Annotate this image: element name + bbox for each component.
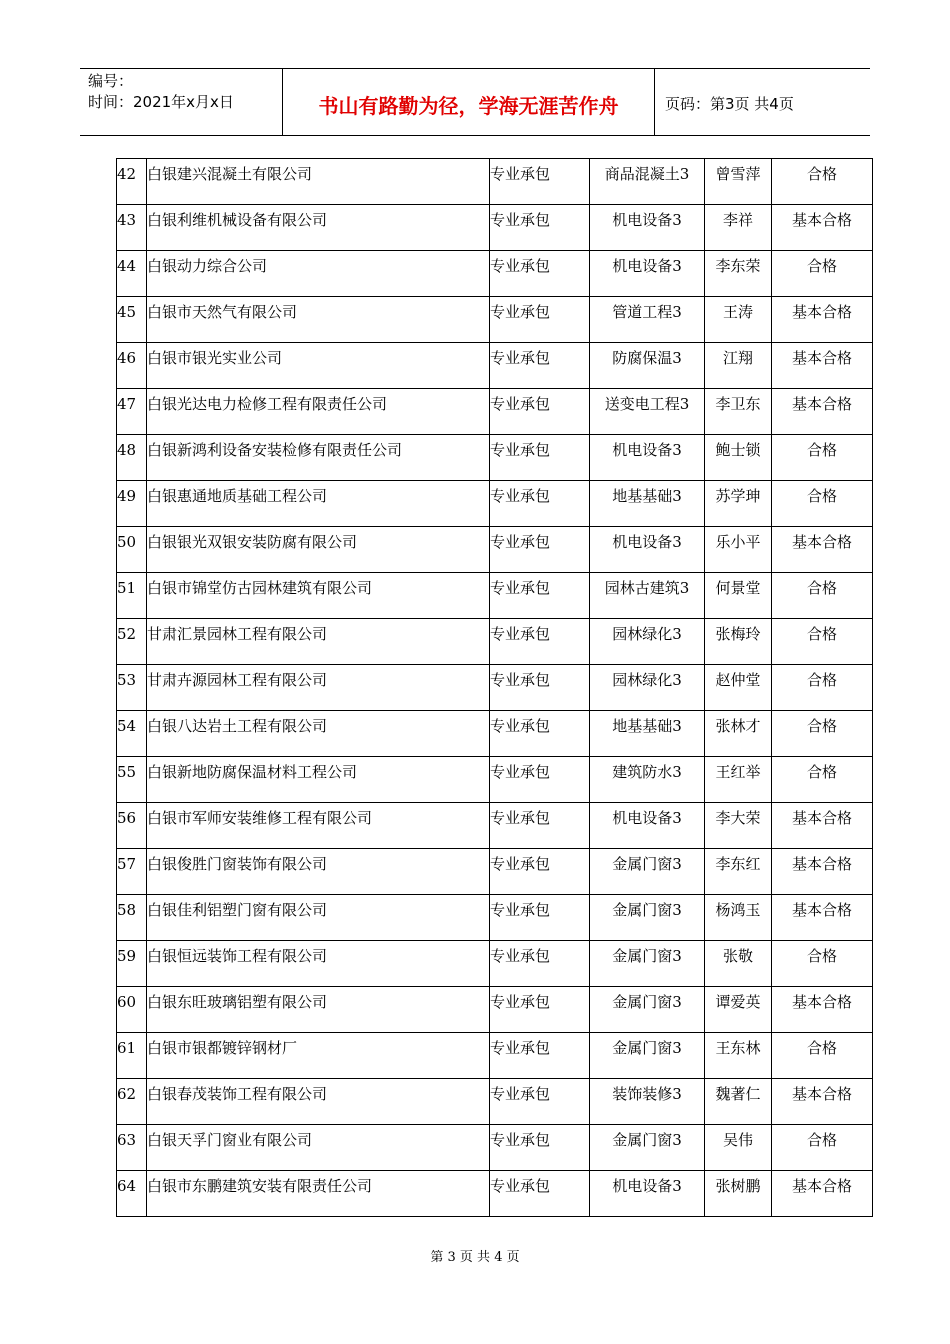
table-row [117,757,873,803]
contract-type-cell: 专业承包 [490,803,590,849]
responsible-person-cell: 吴伟 [705,1125,772,1171]
assessment-result-cell: 基本合格 [772,849,873,895]
row-number-cell: 46 [117,343,147,389]
table-row [117,527,873,573]
table-row [117,251,873,297]
company-name-cell: 白银市锦堂仿古园林建筑有限公司 [147,573,490,619]
assessment-result-cell: 基本合格 [772,1171,873,1217]
company-name-cell: 白银天孚门窗业有限公司 [147,1125,490,1171]
qualification-cell: 商品混凝土3 [590,159,705,205]
table-row [117,343,873,389]
assessment-result-cell: 基本合格 [772,343,873,389]
company-name-cell: 白银惠通地质基础工程公司 [147,481,490,527]
qualification-cell: 送变电工程3 [590,389,705,435]
responsible-person-cell: 王东林 [705,1033,772,1079]
table-row [117,803,873,849]
row-number-cell: 60 [117,987,147,1033]
row-number-cell: 54 [117,711,147,757]
qualification-cell: 机电设备3 [590,435,705,481]
company-name-cell: 白银光达电力检修工程有限责任公司 [147,389,490,435]
qualification-cell: 机电设备3 [590,527,705,573]
document-number-label: 编号： [88,72,134,90]
company-name-cell: 白银利维机械设备有限公司 [147,205,490,251]
company-table [116,158,873,1217]
assessment-result-cell: 基本合格 [772,1079,873,1125]
qualification-cell: 金属门窗3 [590,1033,705,1079]
contract-type-cell: 专业承包 [490,159,590,205]
responsible-person-cell: 乐小平 [705,527,772,573]
header-page-number: 页码：第3页 共4页 [665,94,794,113]
row-number-cell: 48 [117,435,147,481]
responsible-person-cell: 李东荣 [705,251,772,297]
assessment-result-cell: 合格 [772,665,873,711]
header-motto: 书山有路勤为径，学海无涯苦作舟 [283,69,655,135]
row-number-cell: 64 [117,1171,147,1217]
company-name-cell: 白银新地防腐保温材料工程公司 [147,757,490,803]
row-number-cell: 52 [117,619,147,665]
company-name-cell: 甘肃汇景园林工程有限公司 [147,619,490,665]
contract-type-cell: 专业承包 [490,481,590,527]
assessment-result-cell: 合格 [772,941,873,987]
row-number-cell: 59 [117,941,147,987]
assessment-result-cell: 基本合格 [772,297,873,343]
assessment-result-cell: 合格 [772,435,873,481]
assessment-result-cell: 基本合格 [772,987,873,1033]
table-row [117,665,873,711]
row-number-cell: 53 [117,665,147,711]
contract-type-cell: 专业承包 [490,1125,590,1171]
assessment-result-cell: 合格 [772,481,873,527]
assessment-result-cell: 基本合格 [772,527,873,573]
qualification-cell: 地基基础3 [590,711,705,757]
table-row [117,1125,873,1171]
qualification-cell: 建筑防水3 [590,757,705,803]
row-number-cell: 61 [117,1033,147,1079]
table-row [117,619,873,665]
company-name-cell: 白银建兴混凝土有限公司 [147,159,490,205]
row-number-cell: 43 [117,205,147,251]
company-name-cell: 白银恒远装饰工程有限公司 [147,941,490,987]
assessment-result-cell: 合格 [772,251,873,297]
row-number-cell: 45 [117,297,147,343]
qualification-cell: 管道工程3 [590,297,705,343]
contract-type-cell: 专业承包 [490,573,590,619]
assessment-result-cell: 合格 [772,711,873,757]
row-number-cell: 42 [117,159,147,205]
assessment-result-cell: 基本合格 [772,389,873,435]
contract-type-cell: 专业承包 [490,389,590,435]
assessment-result-cell: 合格 [772,1033,873,1079]
table-row [117,481,873,527]
contract-type-cell: 专业承包 [490,251,590,297]
qualification-cell: 机电设备3 [590,251,705,297]
responsible-person-cell: 鲍士锁 [705,435,772,481]
responsible-person-cell: 王红举 [705,757,772,803]
table-row [117,849,873,895]
assessment-result-cell: 合格 [772,1125,873,1171]
row-number-cell: 50 [117,527,147,573]
contract-type-cell: 专业承包 [490,1171,590,1217]
page-footer: 第 3 页 共 4 页 [430,1250,520,1265]
contract-type-cell: 专业承包 [490,987,590,1033]
contract-type-cell: 专业承包 [490,941,590,987]
document-date-label: 时间：2021年x月x日 [88,93,234,111]
responsible-person-cell: 魏著仁 [705,1079,772,1125]
contract-type-cell: 专业承包 [490,619,590,665]
assessment-result-cell: 合格 [772,573,873,619]
table-row [117,711,873,757]
responsible-person-cell: 李东红 [705,849,772,895]
contract-type-cell: 专业承包 [490,435,590,481]
row-number-cell: 58 [117,895,147,941]
company-name-cell: 白银春茂装饰工程有限公司 [147,1079,490,1125]
contract-type-cell: 专业承包 [490,665,590,711]
responsible-person-cell: 赵仲堂 [705,665,772,711]
table-row [117,941,873,987]
qualification-cell: 园林绿化3 [590,665,705,711]
contract-type-cell: 专业承包 [490,343,590,389]
table-row [117,895,873,941]
assessment-result-cell: 合格 [772,619,873,665]
responsible-person-cell: 李祥 [705,205,772,251]
page-header [80,68,870,136]
header-meta [80,69,283,135]
row-number-cell: 63 [117,1125,147,1171]
contract-type-cell: 专业承包 [490,1079,590,1125]
qualification-cell: 金属门窗3 [590,987,705,1033]
responsible-person-cell: 李大荣 [705,803,772,849]
table-row [117,987,873,1033]
responsible-person-cell: 张树鹏 [705,1171,772,1217]
table-row [117,205,873,251]
company-name-cell: 白银俊胜门窗装饰有限公司 [147,849,490,895]
qualification-cell: 机电设备3 [590,1171,705,1217]
contract-type-cell: 专业承包 [490,849,590,895]
row-number-cell: 57 [117,849,147,895]
table-row [117,297,873,343]
row-number-cell: 55 [117,757,147,803]
qualification-cell: 金属门窗3 [590,1125,705,1171]
company-name-cell: 白银八达岩土工程有限公司 [147,711,490,757]
company-name-cell: 白银市军师安装维修工程有限公司 [147,803,490,849]
row-number-cell: 62 [117,1079,147,1125]
responsible-person-cell: 何景堂 [705,573,772,619]
qualification-cell: 机电设备3 [590,803,705,849]
table-row [117,1171,873,1217]
company-name-cell: 白银市东鹏建筑安装有限责任公司 [147,1171,490,1217]
responsible-person-cell: 苏学珅 [705,481,772,527]
responsible-person-cell: 杨鸿玉 [705,895,772,941]
qualification-cell: 金属门窗3 [590,849,705,895]
qualification-cell: 金属门窗3 [590,895,705,941]
assessment-result-cell: 合格 [772,757,873,803]
table-row [117,389,873,435]
responsible-person-cell: 曾雪萍 [705,159,772,205]
company-name-cell: 白银银光双银安装防腐有限公司 [147,527,490,573]
qualification-cell: 园林古建筑3 [590,573,705,619]
responsible-person-cell: 谭爱英 [705,987,772,1033]
assessment-result-cell: 合格 [772,159,873,205]
company-name-cell: 甘肃卉源园林工程有限公司 [147,665,490,711]
company-name-cell: 白银市天然气有限公司 [147,297,490,343]
responsible-person-cell: 江翔 [705,343,772,389]
table-row [117,1079,873,1125]
row-number-cell: 51 [117,573,147,619]
company-name-cell: 白银动力综合公司 [147,251,490,297]
contract-type-cell: 专业承包 [490,757,590,803]
row-number-cell: 47 [117,389,147,435]
assessment-result-cell: 基本合格 [772,895,873,941]
contract-type-cell: 专业承包 [490,297,590,343]
table-row [117,435,873,481]
contract-type-cell: 专业承包 [490,1033,590,1079]
responsible-person-cell: 李卫东 [705,389,772,435]
qualification-cell: 机电设备3 [590,205,705,251]
contract-type-cell: 专业承包 [490,711,590,757]
company-name-cell: 白银市银都镀锌钢材厂 [147,1033,490,1079]
contract-type-cell: 专业承包 [490,895,590,941]
row-number-cell: 49 [117,481,147,527]
qualification-cell: 防腐保温3 [590,343,705,389]
company-name-cell: 白银新鸿利设备安装检修有限责任公司 [147,435,490,481]
row-number-cell: 56 [117,803,147,849]
company-name-cell: 白银市银光实业公司 [147,343,490,389]
table-row [117,159,873,205]
qualification-cell: 园林绿化3 [590,619,705,665]
qualification-cell: 装饰装修3 [590,1079,705,1125]
table-row [117,1033,873,1079]
assessment-result-cell: 基本合格 [772,803,873,849]
responsible-person-cell: 张梅玲 [705,619,772,665]
qualification-cell: 金属门窗3 [590,941,705,987]
row-number-cell: 44 [117,251,147,297]
company-name-cell: 白银佳利铝塑门窗有限公司 [147,895,490,941]
contract-type-cell: 专业承包 [490,527,590,573]
company-table-body [117,159,873,1217]
company-name-cell: 白银东旺玻璃铝塑有限公司 [147,987,490,1033]
qualification-cell: 地基基础3 [590,481,705,527]
responsible-person-cell: 张敬 [705,941,772,987]
responsible-person-cell: 张林才 [705,711,772,757]
table-row [117,573,873,619]
contract-type-cell: 专业承包 [490,205,590,251]
assessment-result-cell: 基本合格 [772,205,873,251]
responsible-person-cell: 王涛 [705,297,772,343]
